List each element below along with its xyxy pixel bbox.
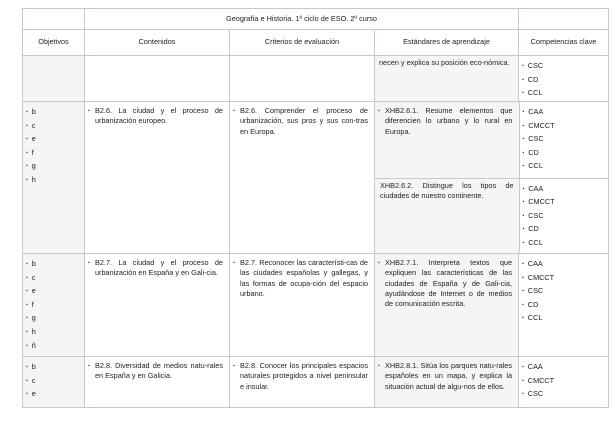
list-item: ▪ CCL (522, 311, 608, 325)
list-item: ▪ CCL (522, 86, 608, 100)
objetivos-list (23, 357, 84, 401)
estandar-text: ▪ XHB2.7.1. Interpreta textos que expliquen las características de las ciudades de España y de Gali-cia, ayudándose de Internet o de medios de comunicación escrita. (375, 254, 518, 312)
col-header-estandares: Estándares de aprendizaje (375, 30, 519, 56)
list-item: ▪ CCL (523, 236, 610, 250)
objetivos-list (23, 102, 84, 187)
criterio-text: ▪ B2.8. Conocer los principales espacios naturales protegidos a nivel peninsular e insular. (230, 357, 374, 395)
col-header-criterios: Criterios de evaluación (230, 30, 375, 56)
estandar-cell (375, 357, 519, 408)
objetivos-cell (23, 56, 85, 102)
table-row (23, 56, 609, 102)
objetivos-cell (23, 357, 85, 408)
list-item: ▪ CD (522, 73, 608, 87)
header-blank-right (519, 9, 609, 30)
estandar-text: ▪ XHB2.6.1. Resume elementos que diferencien lo urbano y lo rural en Europa. (375, 102, 519, 140)
list-item: ▪ CSC (522, 59, 608, 73)
competencias-list (520, 102, 610, 173)
list-item: ▪ b (26, 360, 84, 374)
list-item: ▪ g (26, 311, 84, 325)
table-title: Geografía e Historia. 1º ciclo de ESO. 2º curso (85, 9, 519, 30)
list-item: ▪ f (26, 146, 84, 160)
contenido-cell (85, 56, 230, 102)
estandar-text: XHB2.6.2. Distingue los tipos de ciudades de nuestro continente. (380, 180, 514, 200)
table-row (23, 102, 609, 254)
curriculum-table (22, 8, 609, 408)
criterio-text: ▪ B2.7. Reconocer las característi-cas de las ciudades españolas y gallegas, y las formas de ocupa-ción del espacio urbano. (230, 254, 374, 302)
list-item: ▪ CAA (522, 257, 608, 271)
contenido-text: ▪ B2.8. Diversidad de medios natu-rales en España y en Galicia. (85, 357, 229, 385)
list-item: ▪ CAA (523, 105, 610, 119)
list-item: ▪ ñ (26, 339, 84, 353)
estandar-cell (375, 178, 519, 253)
estandar-cell (375, 56, 519, 102)
list-item: ▪ b (26, 105, 84, 119)
competencias-list (519, 254, 608, 325)
list-item: ▪ CD (523, 146, 610, 160)
list-item: ▪ f (26, 298, 84, 312)
list-item: ▪ CD (523, 222, 610, 236)
list-item: ▪ e (26, 284, 84, 298)
list-item: ▪ CD (522, 298, 608, 312)
competencias-cell (519, 254, 609, 357)
list-item: ▪ b (26, 257, 84, 271)
list-item: ▪ CMCCT (522, 271, 608, 285)
list-item: ▪ e (26, 132, 84, 146)
col-header-objetivos: Objetivos (23, 30, 85, 56)
estandares-group (375, 102, 609, 254)
criterio-cell (230, 254, 375, 357)
contenido-cell (85, 254, 230, 357)
list-item: ▪ CSC (522, 284, 608, 298)
list-item: ▪ c (26, 271, 84, 285)
competencias-list (519, 56, 608, 100)
competencias-list (520, 179, 610, 250)
objetivos-cell (23, 254, 85, 357)
criterio-cell (230, 56, 375, 102)
criterio-cell (230, 357, 375, 408)
criterio-text: ▪ B2.6. Comprender el proceso de urbanización, sus pros y sus con-tras en Europa. (230, 102, 374, 140)
list-item: ▪ CSC (522, 387, 608, 401)
competencias-cell (519, 102, 609, 178)
list-item: ▪ e (26, 387, 84, 401)
list-item: ▪ c (26, 119, 84, 133)
estandar-text: ▪ XHB2.8.1. Sitúa los parques natu-rales españoles en un mapa, y explica la situación actual de algu-nos de ellos. (375, 357, 518, 395)
table-row (23, 254, 609, 357)
competencias-cell (519, 357, 609, 408)
competencias-cell (519, 178, 609, 253)
estandar-text: necen y explica su posición eco-nómica. (379, 58, 510, 67)
header-blank-left (23, 9, 85, 30)
table-row (23, 357, 609, 408)
estandar-cell (375, 254, 519, 357)
list-item: ▪ CSC (523, 209, 610, 223)
col-header-contenidos: Contenidos (85, 30, 230, 56)
col-header-competencias: Competencias clave (519, 30, 609, 56)
contenido-text: ▪ B2.6. La ciudad y el proceso de urbanización europeo. (85, 102, 229, 130)
competencias-list (519, 357, 608, 401)
objetivos-cell (23, 102, 85, 254)
estandar-cell (375, 102, 519, 178)
list-item: ▪ CSC (523, 132, 610, 146)
list-item: ▪ CAA (523, 182, 610, 196)
list-item: ▪ CMCCT (523, 195, 610, 209)
contenido-cell (85, 102, 230, 254)
contenido-cell (85, 357, 230, 408)
list-item: ▪ h (26, 325, 84, 339)
competencias-cell (519, 56, 609, 102)
list-item: ▪ g (26, 159, 84, 173)
list-item: ▪ CMCCT (522, 374, 608, 388)
contenido-text: ▪ B2.7. La ciudad y el proceso de urbanización en España y en Gali-cia. (85, 254, 229, 282)
objetivos-list (23, 254, 84, 352)
criterio-cell (230, 102, 375, 254)
list-item: ▪ c (26, 374, 84, 388)
estandares-subtable (375, 102, 609, 253)
list-item: ▪ h (26, 173, 84, 187)
list-item: ▪ CCL (523, 159, 610, 173)
list-item: ▪ CMCCT (523, 119, 610, 133)
list-item: ▪ CAA (522, 360, 608, 374)
